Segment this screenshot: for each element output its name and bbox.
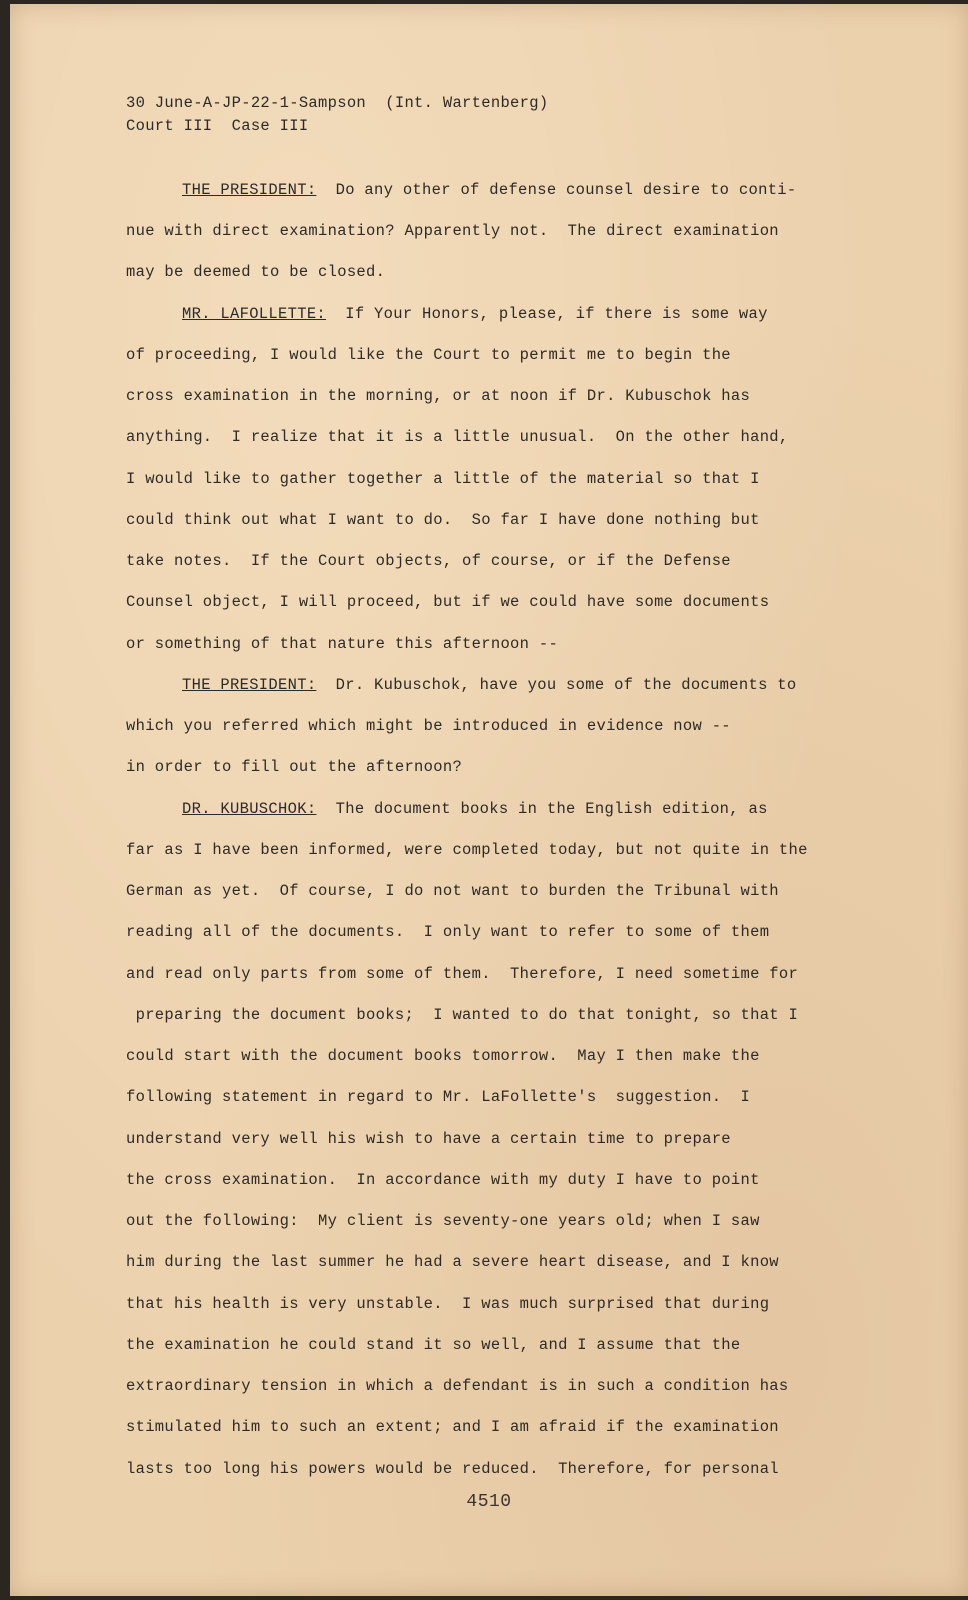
transcript-line: understand very well his wish to have a certain time to prepare	[126, 1130, 731, 1148]
transcript-line: far as I have been informed, were completed today, but not quite in the	[126, 841, 808, 859]
transcript-line: out the following: My client is seventy-one years old; when I saw	[126, 1212, 760, 1230]
transcript-line: or something of that nature this afternoon --	[126, 635, 559, 653]
transcript-line: could think out what I want to do. So far I have done nothing but	[126, 511, 760, 529]
transcript-line: that his health is very unstable. I was much surprised that during	[126, 1295, 770, 1313]
transcript-line: could start with the document books tomorrow. May I then make the	[126, 1047, 760, 1065]
transcript-line: following statement in regard to Mr. LaFollette's suggestion. I	[126, 1088, 751, 1106]
transcript-line: THE PRESIDENT: Do any other of defense counsel desire to conti-	[182, 181, 797, 199]
transcript-line: THE PRESIDENT: Dr. Kubuschok, have you some of the documents to	[182, 676, 797, 694]
transcript-line: which you referred which might be introduced in evidence now --	[126, 717, 731, 735]
transcript-line: of proceeding, I would like the Court to permit me to begin the	[126, 346, 731, 364]
header-reference-line: 30 June-A-JP-22-1-Sampson (Int. Wartenberg)	[126, 94, 549, 112]
speaker-label: DR. KUBUSCHOK:	[182, 800, 317, 818]
transcript-line: may be deemed to be closed.	[126, 263, 386, 281]
transcript-line: cross examination in the morning, or at noon if Dr. Kubuschok has	[126, 387, 751, 405]
transcript-line: preparing the document books; I wanted to do that tonight, so that I	[126, 1006, 799, 1024]
document-page	[10, 4, 968, 1596]
transcript-line: nue with direct examination? Apparently not. The direct examination	[126, 222, 779, 240]
transcript-line: and read only parts from some of them. Therefore, I need sometime for	[126, 965, 799, 983]
transcript-line: MR. LAFOLLETTE: If Your Honors, please, if there is some way	[182, 305, 768, 323]
transcript-line: lasts too long his powers would be reduced. Therefore, for personal	[126, 1460, 779, 1478]
transcript-line: I would like to gather together a little of the material so that I	[126, 470, 760, 488]
transcript-line: extraordinary tension in which a defendant is in such a condition has	[126, 1377, 789, 1395]
transcript-line: Counsel object, I will proceed, but if we could have some documents	[126, 593, 770, 611]
transcript-line: German as yet. Of course, I do not want to burden the Tribunal with	[126, 882, 779, 900]
transcript-line: anything. I realize that it is a little unusual. On the other hand,	[126, 428, 789, 446]
transcript-line: the cross examination. In accordance with my duty I have to point	[126, 1171, 760, 1189]
speaker-label: MR. LAFOLLETTE:	[182, 305, 327, 323]
transcript-line: in order to fill out the afternoon?	[126, 758, 463, 776]
transcript-line: the examination he could stand it so well, and I assume that the	[126, 1336, 741, 1354]
transcript-line: DR. KUBUSCHOK: The document books in the English edition, as	[182, 800, 768, 818]
transcript-line: take notes. If the Court objects, of course, or if the Defense	[126, 552, 731, 570]
header-court-line: Court III Case III	[126, 117, 309, 135]
speaker-label: THE PRESIDENT:	[182, 181, 317, 199]
speaker-label: THE PRESIDENT:	[182, 676, 317, 694]
transcript-line: him during the last summer he had a severe heart disease, and I know	[126, 1253, 779, 1271]
page-number: 4510	[466, 1492, 512, 1512]
transcript-line: stimulated him to such an extent; and I am afraid if the examination	[126, 1418, 779, 1436]
document-header	[126, 92, 548, 138]
transcript-line: reading all of the documents. I only want to refer to some of them	[126, 923, 770, 941]
